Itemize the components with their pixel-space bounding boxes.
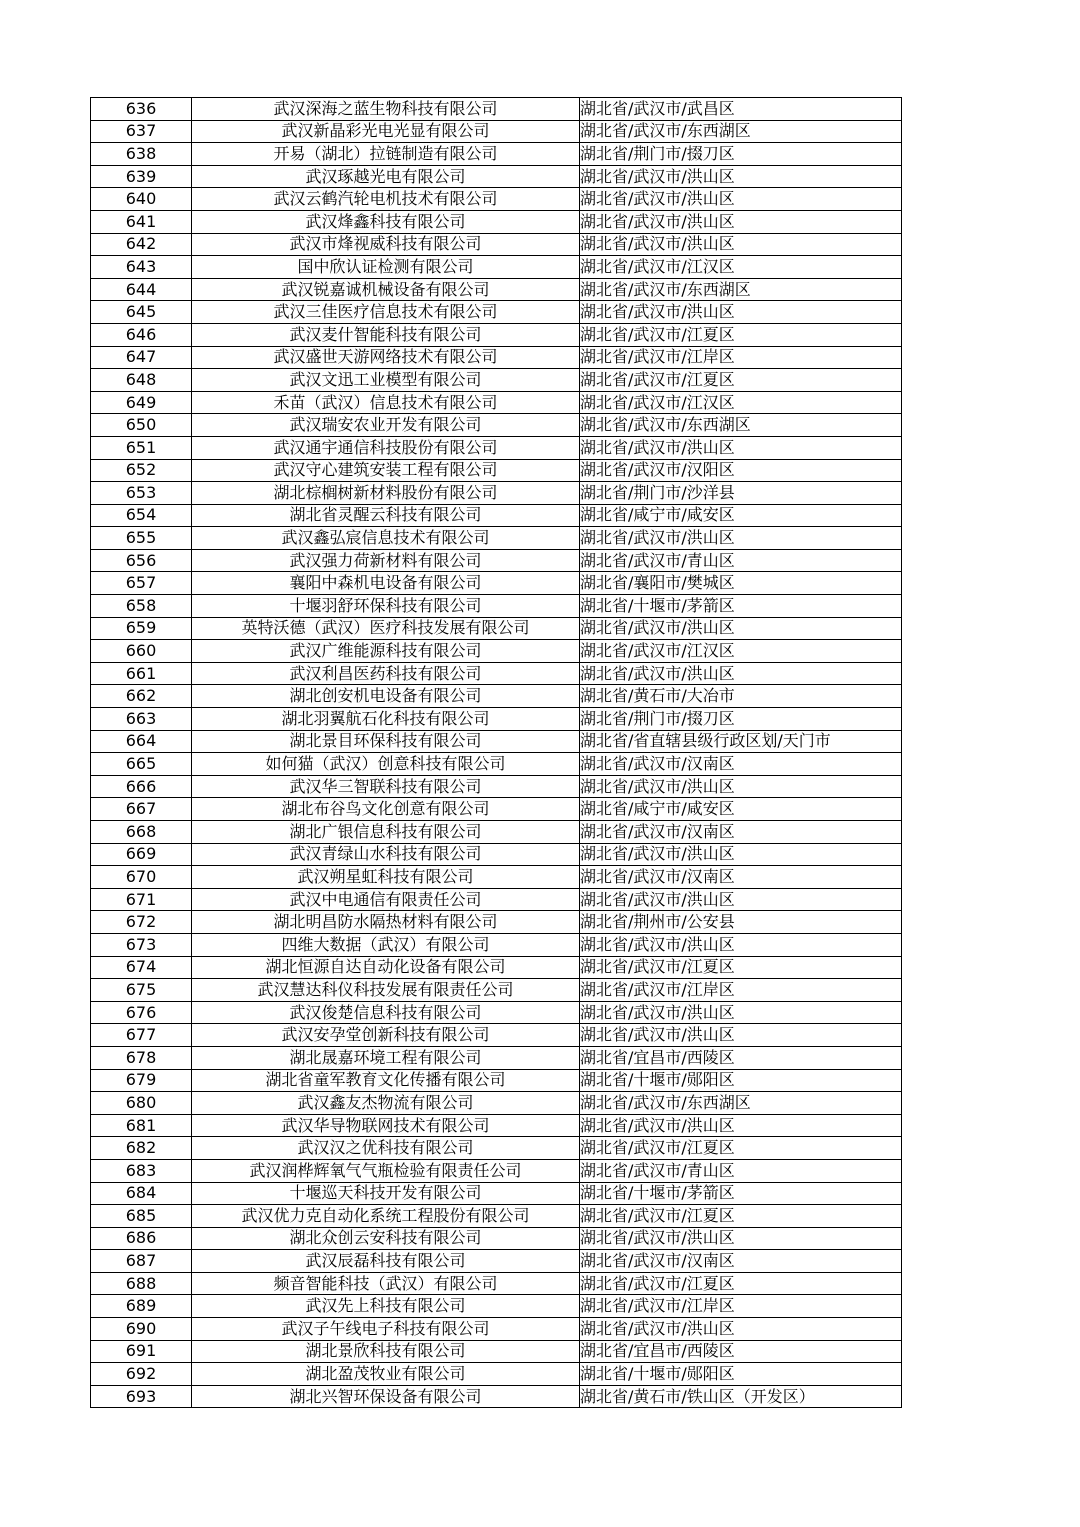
location-cell: 湖北省/武汉市/洪山区	[580, 233, 902, 256]
table-row	[91, 233, 902, 256]
location-cell: 湖北省/武汉市/东西湖区	[580, 278, 902, 301]
location-cell: 湖北省/武汉市/东西湖区	[580, 1092, 902, 1115]
location-cell: 湖北省/武汉市/洪山区	[580, 617, 902, 640]
location-cell: 湖北省/武汉市/青山区	[580, 549, 902, 572]
location-cell: 湖北省/武汉市/武昌区	[580, 98, 902, 121]
table-row	[91, 1024, 902, 1047]
row-number-cell: 650	[91, 414, 192, 437]
company-name-cell: 武汉华导物联网技术有限公司	[192, 1114, 580, 1137]
location-cell: 湖北省/武汉市/江汉区	[580, 640, 902, 663]
table-row	[91, 1092, 902, 1115]
location-cell: 湖北省/十堰市/郧阳区	[580, 1363, 902, 1386]
row-number-cell: 691	[91, 1340, 192, 1363]
company-name-cell: 武汉广维能源科技有限公司	[192, 640, 580, 663]
row-number-cell: 666	[91, 775, 192, 798]
location-cell: 湖北省/咸宁市/咸安区	[580, 798, 902, 821]
table-row	[91, 730, 902, 753]
company-name-cell: 武汉烽鑫科技有限公司	[192, 210, 580, 233]
table-row	[91, 165, 902, 188]
location-cell: 湖北省/武汉市/洪山区	[580, 527, 902, 550]
company-name-cell: 频音智能科技（武汉）有限公司	[192, 1272, 580, 1295]
location-cell: 湖北省/武汉市/洪山区	[580, 301, 902, 324]
location-cell: 湖北省/十堰市/茅箭区	[580, 1182, 902, 1205]
row-number-cell: 678	[91, 1046, 192, 1069]
row-number-cell: 639	[91, 165, 192, 188]
row-number-cell: 638	[91, 143, 192, 166]
row-number-cell: 689	[91, 1295, 192, 1318]
location-cell: 湖北省/武汉市/东西湖区	[580, 414, 902, 437]
table-row	[91, 120, 902, 143]
table-row	[91, 798, 902, 821]
row-number-cell: 659	[91, 617, 192, 640]
row-number-cell: 660	[91, 640, 192, 663]
row-number-cell: 684	[91, 1182, 192, 1205]
table-row	[91, 753, 902, 776]
location-cell: 湖北省/黄石市/大冶市	[580, 685, 902, 708]
table-row	[91, 98, 902, 121]
row-number-cell: 665	[91, 753, 192, 776]
row-number-cell: 688	[91, 1272, 192, 1295]
table-row	[91, 1114, 902, 1137]
row-number-cell: 646	[91, 323, 192, 346]
company-name-cell: 如何猫（武汉）创意科技有限公司	[192, 753, 580, 776]
location-cell: 湖北省/荆门市/掇刀区	[580, 708, 902, 731]
table-row	[91, 1385, 902, 1408]
company-name-cell: 国中欣认证检测有限公司	[192, 256, 580, 279]
row-number-cell: 644	[91, 278, 192, 301]
location-cell: 湖北省/武汉市/江夏区	[580, 369, 902, 392]
company-name-cell: 武汉通宇通信科技股份有限公司	[192, 436, 580, 459]
row-number-cell: 640	[91, 188, 192, 211]
company-name-cell: 武汉优力克自动化系统工程股份有限公司	[192, 1205, 580, 1228]
company-name-cell: 湖北景目环保科技有限公司	[192, 730, 580, 753]
row-number-cell: 655	[91, 527, 192, 550]
company-name-cell: 武汉利昌医药科技有限公司	[192, 662, 580, 685]
location-cell: 湖北省/十堰市/茅箭区	[580, 595, 902, 618]
company-name-cell: 湖北众创云安科技有限公司	[192, 1227, 580, 1250]
table-row	[91, 210, 902, 233]
table-row	[91, 436, 902, 459]
table-row	[91, 866, 902, 889]
table-row	[91, 459, 902, 482]
row-number-cell: 693	[91, 1385, 192, 1408]
location-cell: 湖北省/武汉市/江夏区	[580, 1205, 902, 1228]
company-name-cell: 武汉文迅工业模型有限公司	[192, 369, 580, 392]
table-row	[91, 1205, 902, 1228]
company-name-cell: 湖北恒源自达自动化设备有限公司	[192, 956, 580, 979]
company-name-cell: 武汉三佳医疗信息技术有限公司	[192, 301, 580, 324]
company-name-cell: 武汉云鹤汽轮电机技术有限公司	[192, 188, 580, 211]
company-name-cell: 武汉辰磊科技有限公司	[192, 1250, 580, 1273]
table-row	[91, 1069, 902, 1092]
table-row	[91, 979, 902, 1002]
row-number-cell: 637	[91, 120, 192, 143]
company-name-cell: 湖北广银信息科技有限公司	[192, 821, 580, 844]
table-row	[91, 1250, 902, 1273]
table-row	[91, 1159, 902, 1182]
company-name-cell: 武汉华三智联科技有限公司	[192, 775, 580, 798]
company-name-cell: 武汉青绿山水科技有限公司	[192, 843, 580, 866]
company-name-cell: 湖北晟嘉环境工程有限公司	[192, 1046, 580, 1069]
company-name-cell: 武汉守心建筑安装工程有限公司	[192, 459, 580, 482]
company-table-body	[91, 98, 902, 1408]
table-row	[91, 1182, 902, 1205]
table-row	[91, 1046, 902, 1069]
row-number-cell: 667	[91, 798, 192, 821]
company-name-cell: 武汉深海之蓝生物科技有限公司	[192, 98, 580, 121]
row-number-cell: 677	[91, 1024, 192, 1047]
table-row	[91, 391, 902, 414]
location-cell: 湖北省/武汉市/东西湖区	[580, 120, 902, 143]
location-cell: 湖北省/武汉市/江汉区	[580, 391, 902, 414]
table-row	[91, 933, 902, 956]
row-number-cell: 645	[91, 301, 192, 324]
table-row	[91, 685, 902, 708]
table-row	[91, 369, 902, 392]
table-row	[91, 595, 902, 618]
company-name-cell: 湖北创安机电设备有限公司	[192, 685, 580, 708]
table-row	[91, 278, 902, 301]
location-cell: 湖北省/咸宁市/咸安区	[580, 504, 902, 527]
table-row	[91, 1001, 902, 1024]
company-name-cell: 湖北兴智环保设备有限公司	[192, 1385, 580, 1408]
row-number-cell: 673	[91, 933, 192, 956]
row-number-cell: 679	[91, 1069, 192, 1092]
location-cell: 湖北省/武汉市/洪山区	[580, 1001, 902, 1024]
row-number-cell: 658	[91, 595, 192, 618]
table-row	[91, 1318, 902, 1341]
table-row	[91, 323, 902, 346]
company-name-cell: 十堰羽舒环保科技有限公司	[192, 595, 580, 618]
table-row	[91, 527, 902, 550]
company-name-cell: 湖北明昌防水隔热材料有限公司	[192, 911, 580, 934]
table-row	[91, 1295, 902, 1318]
location-cell: 湖北省/武汉市/洪山区	[580, 1227, 902, 1250]
row-number-cell: 657	[91, 572, 192, 595]
location-cell: 湖北省/武汉市/汉南区	[580, 866, 902, 889]
company-name-cell: 湖北羽翼航石化科技有限公司	[192, 708, 580, 731]
location-cell: 湖北省/武汉市/江夏区	[580, 323, 902, 346]
company-name-cell: 武汉汉之优科技有限公司	[192, 1137, 580, 1160]
company-name-cell: 武汉润桦辉氧气气瓶检验有限责任公司	[192, 1159, 580, 1182]
company-name-cell: 武汉瑞安农业开发有限公司	[192, 414, 580, 437]
row-number-cell: 664	[91, 730, 192, 753]
table-row	[91, 956, 902, 979]
location-cell: 湖北省/武汉市/洪山区	[580, 436, 902, 459]
location-cell: 湖北省/武汉市/汉阳区	[580, 459, 902, 482]
row-number-cell: 674	[91, 956, 192, 979]
row-number-cell: 641	[91, 210, 192, 233]
row-number-cell: 686	[91, 1227, 192, 1250]
row-number-cell: 654	[91, 504, 192, 527]
row-number-cell: 669	[91, 843, 192, 866]
location-cell: 湖北省/宜昌市/西陵区	[580, 1340, 902, 1363]
row-number-cell: 675	[91, 979, 192, 1002]
location-cell: 湖北省/武汉市/江夏区	[580, 1137, 902, 1160]
location-cell: 湖北省/武汉市/洪山区	[580, 933, 902, 956]
location-cell: 湖北省/武汉市/洪山区	[580, 210, 902, 233]
company-name-cell: 武汉先上科技有限公司	[192, 1295, 580, 1318]
table-row	[91, 617, 902, 640]
row-number-cell: 651	[91, 436, 192, 459]
location-cell: 湖北省/襄阳市/樊城区	[580, 572, 902, 595]
location-cell: 湖北省/武汉市/洪山区	[580, 1318, 902, 1341]
row-number-cell: 670	[91, 866, 192, 889]
location-cell: 湖北省/荆门市/沙洋县	[580, 482, 902, 505]
row-number-cell: 676	[91, 1001, 192, 1024]
table-row	[91, 843, 902, 866]
table-row	[91, 640, 902, 663]
company-name-cell: 武汉朔星虹科技有限公司	[192, 866, 580, 889]
row-number-cell: 671	[91, 888, 192, 911]
row-number-cell: 656	[91, 549, 192, 572]
row-number-cell: 661	[91, 662, 192, 685]
location-cell: 湖北省/宜昌市/西陵区	[580, 1046, 902, 1069]
table-row	[91, 1272, 902, 1295]
company-name-cell: 湖北省灵醒云科技有限公司	[192, 504, 580, 527]
location-cell: 湖北省/黄石市/铁山区（开发区）	[580, 1385, 902, 1408]
company-name-cell: 四维大数据（武汉）有限公司	[192, 933, 580, 956]
row-number-cell: 681	[91, 1114, 192, 1137]
table-row	[91, 188, 902, 211]
row-number-cell: 668	[91, 821, 192, 844]
table-row	[91, 301, 902, 324]
company-name-cell: 禾苗（武汉）信息技术有限公司	[192, 391, 580, 414]
row-number-cell: 642	[91, 233, 192, 256]
company-name-cell: 武汉强力荷新材料有限公司	[192, 549, 580, 572]
table-row	[91, 572, 902, 595]
table-row	[91, 1137, 902, 1160]
location-cell: 湖北省/武汉市/洪山区	[580, 775, 902, 798]
row-number-cell: 662	[91, 685, 192, 708]
location-cell: 湖北省/武汉市/江夏区	[580, 1272, 902, 1295]
table-row	[91, 414, 902, 437]
row-number-cell: 690	[91, 1318, 192, 1341]
location-cell: 湖北省/武汉市/洪山区	[580, 165, 902, 188]
location-cell: 湖北省/荆门市/掇刀区	[580, 143, 902, 166]
table-row	[91, 911, 902, 934]
location-cell: 湖北省/荆州市/公安县	[580, 911, 902, 934]
table-row	[91, 662, 902, 685]
location-cell: 湖北省/武汉市/洪山区	[580, 888, 902, 911]
location-cell: 湖北省/十堰市/郧阳区	[580, 1069, 902, 1092]
company-name-cell: 湖北布谷鸟文化创意有限公司	[192, 798, 580, 821]
table-row	[91, 888, 902, 911]
table-row	[91, 708, 902, 731]
company-name-cell: 开易（湖北）拉链制造有限公司	[192, 143, 580, 166]
row-number-cell: 672	[91, 911, 192, 934]
company-name-cell: 十堰巡天科技开发有限公司	[192, 1182, 580, 1205]
row-number-cell: 636	[91, 98, 192, 121]
company-name-cell: 湖北景欣科技有限公司	[192, 1340, 580, 1363]
location-cell: 湖北省/武汉市/洪山区	[580, 188, 902, 211]
location-cell: 湖北省/武汉市/洪山区	[580, 1024, 902, 1047]
row-number-cell: 687	[91, 1250, 192, 1273]
company-table	[90, 97, 902, 1408]
company-name-cell: 武汉琢越光电有限公司	[192, 165, 580, 188]
location-cell: 湖北省/武汉市/汉南区	[580, 821, 902, 844]
table-row	[91, 775, 902, 798]
table-row	[91, 256, 902, 279]
location-cell: 湖北省/武汉市/江汉区	[580, 256, 902, 279]
location-cell: 湖北省/武汉市/江夏区	[580, 956, 902, 979]
location-cell: 湖北省/武汉市/江岸区	[580, 346, 902, 369]
company-name-cell: 武汉中电通信有限责任公司	[192, 888, 580, 911]
row-number-cell: 648	[91, 369, 192, 392]
location-cell: 湖北省/武汉市/洪山区	[580, 1114, 902, 1137]
company-name-cell: 湖北盈茂牧业有限公司	[192, 1363, 580, 1386]
row-number-cell: 653	[91, 482, 192, 505]
location-cell: 湖北省/武汉市/汉南区	[580, 1250, 902, 1273]
location-cell: 湖北省/武汉市/江岸区	[580, 1295, 902, 1318]
company-name-cell: 武汉麦什智能科技有限公司	[192, 323, 580, 346]
table-row	[91, 143, 902, 166]
company-name-cell: 武汉子午线电子科技有限公司	[192, 1318, 580, 1341]
company-name-cell: 武汉盛世天游网络技术有限公司	[192, 346, 580, 369]
row-number-cell: 680	[91, 1092, 192, 1115]
company-name-cell: 武汉俊楚信息科技有限公司	[192, 1001, 580, 1024]
company-name-cell: 武汉市烽视威科技有限公司	[192, 233, 580, 256]
company-name-cell: 武汉鑫友杰物流有限公司	[192, 1092, 580, 1115]
row-number-cell: 649	[91, 391, 192, 414]
location-cell: 湖北省/武汉市/江岸区	[580, 979, 902, 1002]
table-row	[91, 549, 902, 572]
row-number-cell: 647	[91, 346, 192, 369]
row-number-cell: 663	[91, 708, 192, 731]
location-cell: 湖北省/武汉市/汉南区	[580, 753, 902, 776]
company-name-cell: 武汉锐嘉诚机械设备有限公司	[192, 278, 580, 301]
row-number-cell: 643	[91, 256, 192, 279]
company-name-cell: 武汉鑫弘宸信息技术有限公司	[192, 527, 580, 550]
table-row	[91, 504, 902, 527]
company-name-cell: 武汉安孕堂创新科技有限公司	[192, 1024, 580, 1047]
company-name-cell: 湖北省童军教育文化传播有限公司	[192, 1069, 580, 1092]
table-row	[91, 346, 902, 369]
table-row	[91, 1227, 902, 1250]
table-row	[91, 1363, 902, 1386]
company-name-cell: 英特沃德（武汉）医疗科技发展有限公司	[192, 617, 580, 640]
table-row	[91, 821, 902, 844]
row-number-cell: 683	[91, 1159, 192, 1182]
company-name-cell: 襄阳中森机电设备有限公司	[192, 572, 580, 595]
location-cell: 湖北省/武汉市/洪山区	[580, 662, 902, 685]
company-name-cell: 武汉新晶彩光电光显有限公司	[192, 120, 580, 143]
location-cell: 湖北省/武汉市/洪山区	[580, 843, 902, 866]
row-number-cell: 685	[91, 1205, 192, 1228]
table-row	[91, 1340, 902, 1363]
company-name-cell: 武汉慧达科仪科技发展有限责任公司	[192, 979, 580, 1002]
row-number-cell: 692	[91, 1363, 192, 1386]
row-number-cell: 682	[91, 1137, 192, 1160]
location-cell: 湖北省/武汉市/青山区	[580, 1159, 902, 1182]
company-name-cell: 湖北棕榈树新材料股份有限公司	[192, 482, 580, 505]
table-row	[91, 482, 902, 505]
location-cell: 湖北省/省直辖县级行政区划/天门市	[580, 730, 902, 753]
row-number-cell: 652	[91, 459, 192, 482]
